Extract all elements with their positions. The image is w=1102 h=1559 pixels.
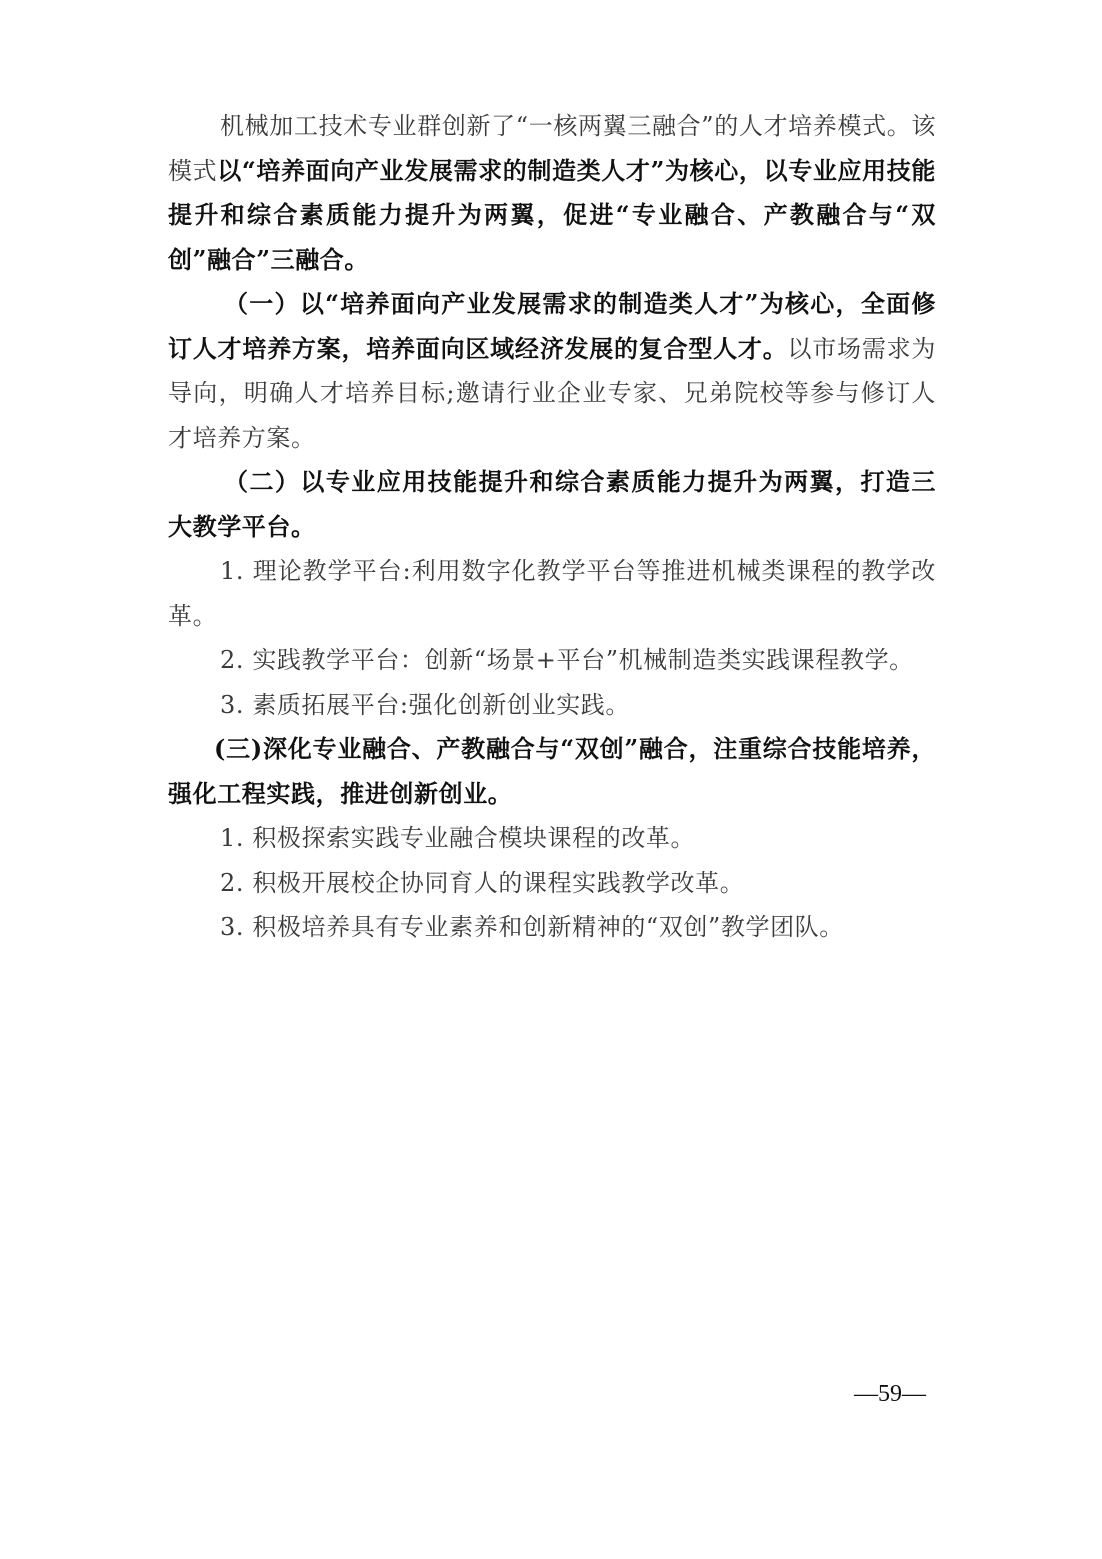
- section-3-heading: (三)深化专业融合、产教融合与“双创”融合，注重综合技能培养，强化工程实践，推进创新创业。: [168, 734, 936, 808]
- section-1-body: 以市场需求为导向，明确人才培养目标;邀请行业企业专家、兄弟院校等参与修订人才培养方案。: [168, 334, 936, 452]
- section-1-paragraph: [168, 282, 936, 460]
- intro-paragraph: [168, 104, 936, 282]
- intro-lead-text: 机械加工技术专业群创新了“一核两翼三融合”的人才培养模式。该模式: [168, 112, 936, 185]
- section-2-item-3: 3. 素质拓展平台:强化创新创业实践。: [220, 690, 631, 719]
- section-2-item-2: 2. 实践教学平台：创新“场景+平台”机械制造类实践课程教学。: [220, 646, 914, 674]
- section-2-item-1: 1. 理论教学平台:利用数字化教学平台等推进机械类课程的教学改革。: [168, 557, 936, 630]
- section-2-heading: （二）以专业应用技能提升和综合素质能力提升为两翼，打造三大教学平台。: [168, 467, 936, 541]
- page-number: —59—: [854, 1381, 926, 1407]
- section-3-item-1: 1. 积极探索实践专业融合模块课程的改革。: [220, 824, 696, 852]
- section-3-item-2: 2. 积极开展校企协同育人的课程实践教学改革。: [220, 868, 745, 897]
- intro-bold-text: 以“培养面向产业发展需求的制造类人才”为核心，以专业应用技能提升和综合素质能力提升为两翼，促进“专业融合、产教融合与“双创”融合”三融合。: [168, 155, 936, 274]
- document-page: [168, 104, 936, 950]
- section-1-heading: （一）以“培养面向产业发展需求的制造类人才”为核心，全面修订人才培养方案，培养面向区域经济发展的复合型人才。: [168, 289, 936, 363]
- section-3-item-3: 3. 积极培养具有专业素养和创新精神的“双创”教学团队。: [220, 913, 844, 941]
